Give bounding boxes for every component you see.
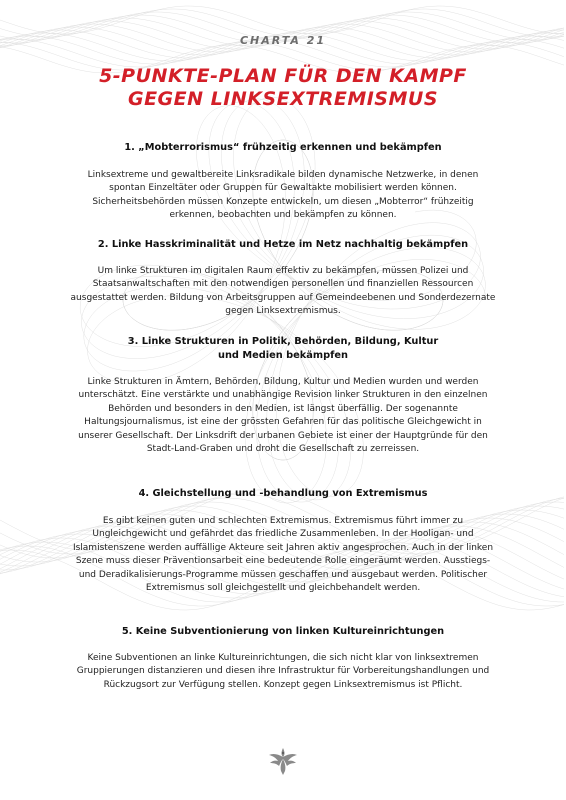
section-body: Linksextreme und gewaltbereite Linksradikale bilden dynamische Netzwerke, in denen spontan Einzeltäter oder Gruppen für Gewaltakte mobilisiert werden können. Sicherheitsbehörden müssen Konzepte entwickeln, um diesen „Mobterror“ frühzeitig erkennen, beobachten und bekämpfen zu können. bbox=[87, 170, 479, 221]
section-1-body bbox=[70, 169, 496, 223]
page-title-line-1: 5-PUNKTE-PLAN FÜR DEN KAMPF bbox=[99, 65, 467, 87]
section-heading: 3. Linke Strukturen in Politik, Behörden, Bildung, Kultur und Medien bekämpfen bbox=[127, 336, 439, 361]
section-1-heading bbox=[78, 141, 488, 155]
section-4-body bbox=[70, 515, 496, 595]
page-title bbox=[40, 65, 526, 111]
section-3-body bbox=[70, 376, 496, 456]
phoenix-emblem-icon bbox=[266, 744, 300, 778]
section-5-body bbox=[70, 652, 496, 692]
section-heading: 5. Keine Subventionierung von linken Kultureinrichtungen bbox=[121, 626, 445, 637]
section-2-body bbox=[70, 265, 496, 319]
page-title-line-2: GEGEN LINKSEXTREMISMUS bbox=[127, 88, 439, 110]
header-label: CHARTA 21 bbox=[239, 34, 327, 47]
section-2-heading bbox=[78, 238, 488, 252]
section-4-heading bbox=[78, 487, 488, 501]
section-5-heading bbox=[78, 625, 488, 639]
section-heading: 4. Gleichstellung und -behandlung von Extremismus bbox=[138, 488, 428, 499]
section-body: Es gibt keinen guten und schlechten Extremismus. Extremismus führt immer zu Ungleichgewicht und gefährdet das friedliche Zusammenleben. In der Hooligan- und Islamistenszene werden auffällige Akteure seit Jahren aktiv angesprochen. Auch in der linken Szene muss dieser Präventionsarbeit eine bedeutende Rolle eingeräumt werden. Ausstiegs- und Deradikalisierungs-Programme müssen geschaffen und ausgebaut werden. Politischer Extremismus soll gleichgestellt und gleichbehandelt werden. bbox=[72, 516, 494, 594]
section-body: Linke Strukturen in Ämtern, Behörden, Bildung, Kultur und Medien wurden und werden unterschätzt. Eine verstärkte und unabhängige Revision linker Strukturen in den einzelnen Behörden und besonders in den Medien, ist längst überfällig. Der sogenannte Haltungsjournalismus, ist eine der grössten Gefahren für das politische Gleichgewicht in unserer Gesellschaft. Der Linksdrift der urbanen Gebiete ist einer der Hauptgründe für den Stadt-Land-Graben und droht die Gesellschaft zu zerreissen. bbox=[78, 377, 488, 455]
section-3-heading bbox=[118, 335, 448, 363]
section-body: Keine Subventionen an linke Kultureinrichtungen, die sich nicht klar von linksextremen Gruppierungen distanzieren und diesen ihre Infrastruktur für Vorbereitungshandlungen und Rückzugsort zur Verfügung stellen. Konzept gegen Linksextremismus ist Pflicht. bbox=[76, 653, 490, 690]
section-body: Um linke Strukturen im digitalen Raum effektiv zu bekämpfen, müssen Polizei und Staatsanwaltschaften mit den notwendigen personellen und finanziellen Ressourcen ausgestattet werden. Bildung von Arbeitsgruppen auf Gemeindeebenen und Sonderdezernate gegen Linksextremismus. bbox=[70, 266, 496, 317]
section-heading: 1. „Mobterrorismus“ frühzeitig erkennen und bekämpfen bbox=[124, 142, 442, 153]
section-heading: 2. Linke Hasskriminalität und Hetze im Netz nachhaltig bekämpfen bbox=[97, 239, 469, 250]
